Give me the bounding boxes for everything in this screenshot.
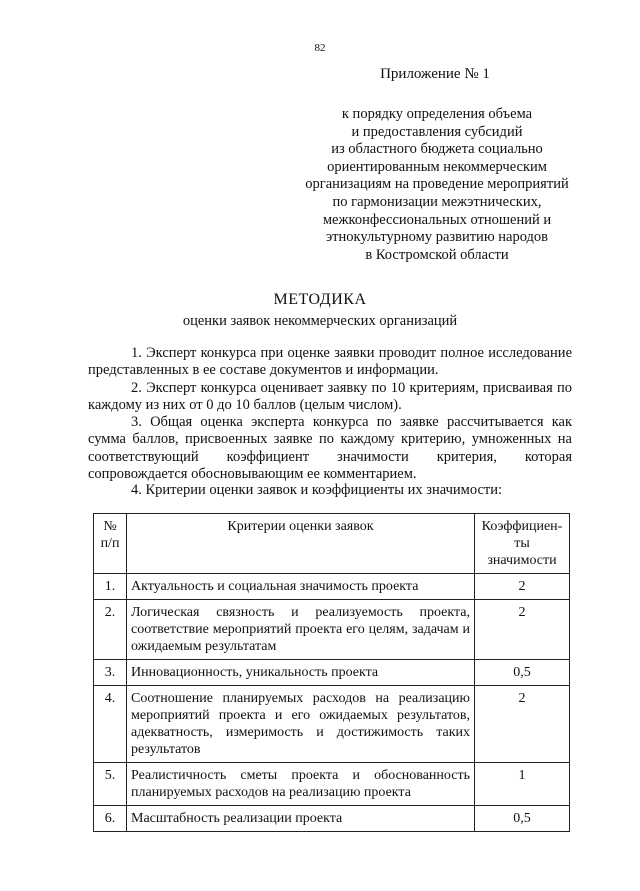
paragraph-1: [88, 345, 572, 380]
row-coef: 2: [475, 600, 570, 660]
row-num: 3.: [94, 660, 127, 686]
table-row: [94, 600, 570, 660]
table-header-row: [94, 514, 570, 574]
row-coef: 2: [475, 574, 570, 600]
header-coef: Коэффициен-ты значимости: [475, 514, 570, 574]
row-criterion: Актуальность и социальная значимость проекта: [127, 574, 475, 600]
appendix-line: и предоставления субсидий: [351, 123, 523, 140]
paragraph-3: [88, 414, 572, 483]
paragraph-text: 3. Общая оценка эксперта конкурса по заявке рассчитывается как сумма баллов, присвоенных заявке по каждому критерию, умноженных на соответствующий коэффициент значимости критерия, которая сопровождается обосновывающим ее комментарием.: [88, 414, 572, 482]
appendix-line: к порядку определения объема: [341, 106, 533, 122]
row-num: 5.: [94, 763, 127, 806]
row-criterion: Инновационность, уникальность проекта: [127, 660, 475, 686]
criteria-table: [93, 513, 570, 832]
row-coef: 1: [475, 763, 570, 806]
row-criterion: Соотношение планируемых расходов на реализацию мероприятий проекта и его ожидаемых результатов, адекватность, измеримость и достижимость таких результатов: [127, 686, 475, 763]
table-row: [94, 806, 570, 832]
row-criterion: Реалистичность сметы проекта и обоснованность планируемых расходов на реализацию проекта: [127, 763, 475, 806]
header-criterion: Критерии оценки заявок: [127, 514, 475, 574]
row-criterion: Логическая связность и реализуемость проекта, соответствие мероприятий проекта его целям, задачам и ожидаемым результатам: [127, 600, 475, 660]
table-row: [94, 686, 570, 763]
row-coef: 0,5: [475, 806, 570, 832]
row-num: 1.: [94, 574, 127, 600]
methodology-title: МЕТОДИКА: [273, 291, 367, 308]
row-num: 4.: [94, 686, 127, 763]
row-criterion: Масштабность реализации проекта: [127, 806, 475, 832]
paragraph-text: 2. Эксперт конкурса оценивает заявку по 10 критериям, присваивая по каждому из них от 0 до 10 баллов (целым числом).: [88, 380, 572, 414]
row-coef: 0,5: [475, 660, 570, 686]
paragraph-4: [88, 482, 572, 499]
appendix-line: из областного бюджета социально: [331, 141, 543, 158]
appendix-title: Приложение № 1: [380, 66, 490, 82]
paragraph-2: [88, 380, 572, 415]
methodology-subtitle: оценки заявок некоммерческих организаций: [182, 313, 458, 329]
table-row: [94, 660, 570, 686]
appendix-line: межконфессиональных отношений и: [322, 211, 552, 228]
appendix-caption: [296, 106, 578, 264]
appendix-line: в Костромской области: [365, 246, 509, 263]
page-number: 82: [314, 42, 326, 54]
row-num: 6.: [94, 806, 127, 832]
table-row: [94, 763, 570, 806]
appendix-line: ориентированным некоммерческим: [327, 158, 547, 175]
paragraph-text: 4. Критерии оценки заявок и коэффициенты их значимости:: [131, 482, 503, 498]
appendix-line: организациям на проведение мероприятий: [305, 176, 569, 193]
appendix-line: по гармонизации межэтнических,: [332, 193, 542, 210]
table-row: [94, 574, 570, 600]
header-num: № п/п: [94, 514, 127, 574]
row-num: 2.: [94, 600, 127, 660]
row-coef: 2: [475, 686, 570, 763]
paragraph-text: 1. Эксперт конкурса при оценке заявки проводит полное исследование представленных в ее составе документов и информации.: [88, 345, 572, 379]
appendix-line: этнокультурному развитию народов: [325, 229, 549, 246]
